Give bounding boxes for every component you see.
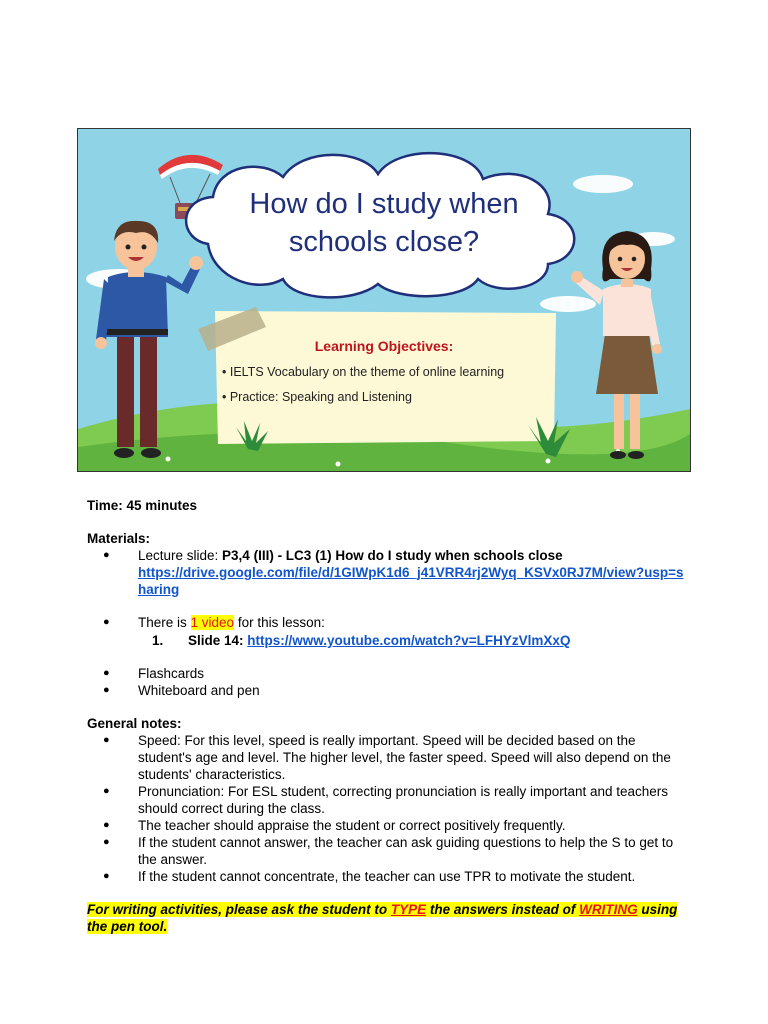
general-notes-list xyxy=(87,732,687,885)
list-item: ● Pronunciation: For ESL student, correcting pronunciation is really important and teachers should correct during the class. xyxy=(87,783,687,817)
video-item-number: 1. xyxy=(152,633,164,648)
youtube-video-link[interactable]: https://www.youtube.com/watch?v=LFHYzVlmXxQ xyxy=(247,633,571,648)
list-item: ● Flashcards xyxy=(87,665,687,682)
list-item xyxy=(87,614,687,649)
general-notes-heading: General notes: xyxy=(87,716,182,731)
lecture-title: P3,4 (III) - LC3 (1) How do I study when schools close xyxy=(222,548,563,563)
materials-heading: Materials: xyxy=(87,531,151,546)
lesson-banner xyxy=(77,128,691,472)
time-line: Time: 45 minutes xyxy=(87,498,198,513)
lecture-slide-link[interactable]: https://drive.google.com/file/d/1GIWpK1d6_j41VRR4rj2Wyq_KSVx0RJ7M/view?usp=sharing xyxy=(138,565,684,597)
video-prefix: There is xyxy=(138,615,191,630)
list-item: ● If the student cannot answer, the teacher can ask guiding questions to help the S to get to the answer. xyxy=(87,834,687,868)
video-list xyxy=(87,614,687,649)
list-item: ● The teacher should appraise the student or correct positively frequently. xyxy=(87,817,687,834)
objective-item: • IELTS Vocabulary on the theme of online learning xyxy=(222,365,505,379)
banner-title-line2: schools close? xyxy=(288,226,480,258)
video-count-highlight: 1 video xyxy=(190,615,235,630)
writing-note-writing-word: WRITING xyxy=(579,902,638,917)
banner-title-line1: How do I study when xyxy=(249,188,519,220)
writing-activity-note xyxy=(87,901,687,935)
list-item: ● Whiteboard and pen xyxy=(87,682,687,699)
writing-note-type-word: TYPE xyxy=(390,902,427,917)
list-item: ● If the student cannot concentrate, the teacher can use TPR to motivate the student. xyxy=(87,868,687,885)
objective-item: • Practice: Speaking and Listening xyxy=(222,390,412,404)
video-item xyxy=(138,632,687,649)
materials-list xyxy=(87,547,687,598)
lesson-plan-body xyxy=(87,497,687,935)
writing-note-part2: the answers instead of xyxy=(426,902,580,917)
video-suffix: for this lesson: xyxy=(234,615,325,630)
list-item xyxy=(87,547,687,598)
video-item-label: Slide 14: xyxy=(188,633,248,648)
writing-note-part1: For writing activities, please ask the student to xyxy=(87,902,391,917)
objectives-heading: Learning Objectives: xyxy=(314,338,454,354)
writing-note-part3: using the pen tool. xyxy=(87,902,678,934)
other-materials-list xyxy=(87,665,687,699)
lecture-prefix: Lecture slide: xyxy=(138,548,223,563)
list-item: ● Speed: For this level, speed is really important. Speed will be decided based on the student's age and level. The higher level, the faster speed. Speed will also depend on the students' characteristics. xyxy=(87,732,687,783)
